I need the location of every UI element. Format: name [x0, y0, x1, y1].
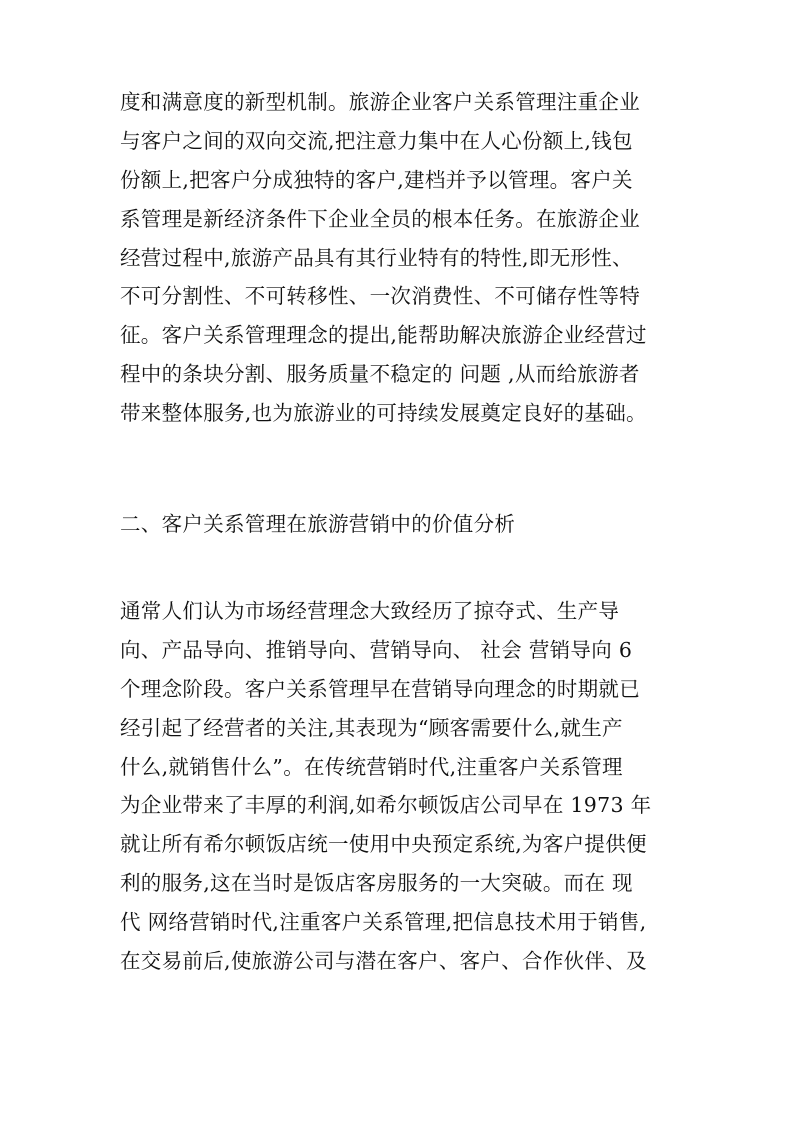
paragraph-1	[120, 83, 680, 433]
text-line: 带来整体服务,也为旅游业的可持续发展奠定良好的基础。	[120, 401, 647, 426]
section-heading	[120, 505, 680, 544]
text-line: 度和满意度的新型机制。旅游企业客户关系管理注重企业	[120, 90, 640, 114]
text-line: 程中的条块分割、服务质量不稳定的 问题 ,从而给旅游者	[120, 362, 640, 387]
text-line: 系管理是新经济条件下企业全员的根本任务。在旅游企业	[120, 206, 640, 231]
text-line: 通常人们认为市场经营理念大致经历了掠夺式、生产导	[120, 599, 620, 623]
text-line: 个理念阶段。客户关系管理早在营销导向理念的时期就已	[120, 676, 640, 701]
text-line: 不可分割性、不可转移性、一次消费性、不可储存性等特	[120, 284, 640, 309]
text-line: 在交易前后,使旅游公司与潜在客户、客户、合作伙伴、及	[120, 949, 647, 974]
paragraph-2	[120, 592, 680, 981]
heading-text: 二、客户关系管理在旅游营销中的价值分析	[120, 512, 516, 536]
text-line: 经营过程中,旅游产品具有其行业特有的特性,即无形性、	[120, 245, 633, 270]
text-line: 征。客户关系管理理念的提出,能帮助解决旅游企业经营过	[120, 323, 647, 348]
text-line: 就让所有希尔顿饭店统一使用中央预定系统,为客户提供便	[120, 832, 647, 857]
text-line: 代 网络营销时代,注重客户关系管理,把信息技术用于销售,	[120, 910, 647, 935]
text-line: 与客户之间的双向交流,把注意力集中在人心份额上,钱包	[120, 128, 633, 153]
text-line: 利的服务,这在当时是饭店客房服务的一大突破。而在 现	[120, 871, 633, 896]
text-line: 经引起了经营者的关注,其表现为“顾客需要什么,就生产	[120, 715, 623, 740]
text-line: 为企业带来了丰厚的利润,如希尔顿饭店公司早在 1973 年	[120, 793, 652, 818]
text-line: 份额上,把客户分成独特的客户,建档并予以管理。客户关	[120, 167, 633, 192]
text-line: 什么,就销售什么”。在传统营销时代,注重客户关系管理	[120, 754, 623, 779]
text-line: 向、产品导向、推销导向、营销导向、 社会 营销导向 6	[120, 637, 633, 662]
